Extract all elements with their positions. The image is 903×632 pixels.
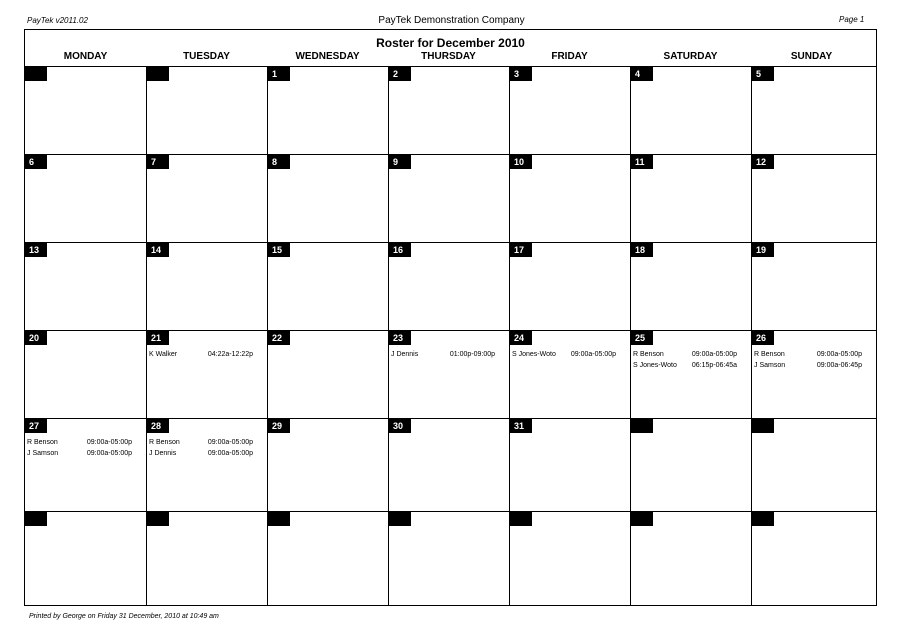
calendar-day-cell	[388, 418, 509, 511]
shift-time: 09:00a-05:00p	[816, 351, 862, 358]
day-number-badge: 19	[752, 243, 774, 257]
shift-entry	[149, 437, 253, 448]
roster-title: Roster for December 2010	[376, 36, 525, 50]
shift-time: 09:00a-05:00p	[86, 439, 132, 446]
calendar-day-cell	[630, 511, 751, 605]
weekday-header: FRIDAY	[551, 51, 588, 62]
calendar-day-cell	[267, 511, 388, 605]
company-name: PayTek Demonstration Company	[378, 15, 525, 26]
shift-list	[754, 349, 862, 371]
employee-name: J Samson	[754, 362, 786, 369]
printed-by-footer: Printed by George on Friday 31 December, 2010 at 10:49 am	[29, 613, 219, 620]
calendar-day-cell	[146, 418, 267, 511]
day-number-badge: 30	[389, 419, 411, 433]
calendar-day-cell	[146, 66, 267, 154]
calendar-day-cell	[267, 330, 388, 418]
calendar-day-cell	[388, 66, 509, 154]
employee-name: J Samson	[27, 450, 59, 457]
day-number-badge: 27	[25, 419, 47, 433]
weekday-header: SUNDAY	[790, 51, 833, 62]
calendar-day-cell	[388, 511, 509, 605]
shift-list	[512, 349, 616, 360]
calendar-day-cell	[146, 154, 267, 242]
day-number-badge	[147, 67, 169, 81]
calendar-day-cell	[509, 418, 630, 511]
calendar-day-cell	[630, 66, 751, 154]
day-number-badge: 6	[25, 155, 47, 169]
calendar-day-cell	[751, 242, 876, 330]
employee-name: K Walker	[149, 351, 178, 358]
day-number-badge: 3	[510, 67, 532, 81]
roster-frame	[24, 29, 877, 606]
day-number-badge	[510, 512, 532, 526]
calendar-day-cell	[388, 242, 509, 330]
calendar-day-cell	[146, 242, 267, 330]
version-label: PayTek v2011.02	[27, 16, 88, 25]
shift-entry	[633, 360, 737, 371]
calendar-day-cell	[751, 418, 876, 511]
day-number-badge: 25	[631, 331, 653, 345]
day-number-badge: 14	[147, 243, 169, 257]
weekday-header: SATURDAY	[663, 51, 718, 62]
employee-name: S Jones-Woto	[512, 351, 556, 358]
shift-entry	[149, 448, 253, 459]
calendar-day-cell	[25, 330, 146, 418]
day-number-badge	[389, 512, 411, 526]
calendar-day-cell	[267, 154, 388, 242]
shift-entry	[754, 360, 862, 371]
shift-list	[149, 349, 253, 360]
day-number-badge: 16	[389, 243, 411, 257]
day-number-badge	[25, 512, 47, 526]
shift-entry	[633, 349, 737, 360]
shift-time: 09:00a-05:00p	[691, 351, 737, 358]
day-number-badge	[631, 419, 653, 433]
day-number-badge: 24	[510, 331, 532, 345]
day-number-badge	[752, 419, 774, 433]
weekday-header: WEDNESDAY	[295, 51, 360, 62]
calendar-day-cell	[630, 154, 751, 242]
calendar-day-cell	[25, 66, 146, 154]
calendar-day-cell	[146, 511, 267, 605]
day-number-badge: 31	[510, 419, 532, 433]
employee-name: J Dennis	[149, 450, 177, 457]
calendar-day-cell	[751, 154, 876, 242]
day-number-badge: 12	[752, 155, 774, 169]
calendar-day-cell	[146, 330, 267, 418]
shift-time: 09:00a-05:00p	[207, 450, 253, 457]
shift-entry	[754, 349, 862, 360]
day-number-badge	[631, 512, 653, 526]
employee-name: R Benson	[754, 351, 785, 358]
day-number-badge: 28	[147, 419, 169, 433]
calendar-day-cell	[25, 154, 146, 242]
calendar-day-cell	[751, 66, 876, 154]
calendar-day-cell	[509, 154, 630, 242]
shift-time: 09:00a-05:00p	[207, 439, 253, 446]
day-number-badge: 26	[752, 331, 774, 345]
day-number-badge: 23	[389, 331, 411, 345]
day-number-badge	[25, 67, 47, 81]
shift-time: 09:00a-05:00p	[86, 450, 132, 457]
calendar-day-cell	[267, 242, 388, 330]
shift-time: 04:22a-12:22p	[207, 351, 253, 358]
employee-name: J Dennis	[391, 351, 419, 358]
shift-time: 09:00a-05:00p	[570, 351, 616, 358]
shift-time: 09:00a-06:45p	[816, 362, 862, 369]
shift-entry	[512, 349, 616, 360]
calendar-day-cell	[25, 511, 146, 605]
shift-list	[27, 437, 132, 459]
calendar-day-cell	[751, 511, 876, 605]
day-number-badge: 1	[268, 67, 290, 81]
day-number-badge: 11	[631, 155, 653, 169]
day-number-badge: 13	[25, 243, 47, 257]
shift-entry	[27, 437, 132, 448]
shift-entry	[149, 349, 253, 360]
day-number-badge: 21	[147, 331, 169, 345]
day-number-badge: 20	[25, 331, 47, 345]
calendar-day-cell	[509, 511, 630, 605]
shift-entry	[391, 349, 495, 360]
shift-time: 01:00p-09:00p	[449, 351, 495, 358]
calendar-grid	[25, 66, 876, 605]
calendar-day-cell	[509, 242, 630, 330]
day-number-badge: 7	[147, 155, 169, 169]
day-number-badge	[268, 512, 290, 526]
day-number-badge	[147, 512, 169, 526]
day-number-badge: 8	[268, 155, 290, 169]
calendar-day-cell	[751, 330, 876, 418]
calendar-day-cell	[25, 242, 146, 330]
day-number-badge: 9	[389, 155, 411, 169]
calendar-day-cell	[630, 242, 751, 330]
calendar-day-cell	[509, 66, 630, 154]
calendar-day-cell	[630, 330, 751, 418]
calendar-day-cell	[267, 418, 388, 511]
weekday-header: TUESDAY	[183, 51, 230, 62]
calendar-day-cell	[388, 330, 509, 418]
day-number-badge: 18	[631, 243, 653, 257]
shift-entry	[27, 448, 132, 459]
employee-name: R Benson	[633, 351, 664, 358]
calendar-day-cell	[630, 418, 751, 511]
calendar-day-cell	[267, 66, 388, 154]
day-number-badge: 10	[510, 155, 532, 169]
day-number-badge: 29	[268, 419, 290, 433]
employee-name: S Jones-Woto	[633, 362, 677, 369]
calendar-day-cell	[25, 418, 146, 511]
page-number: Page 1	[839, 15, 865, 24]
day-number-badge: 17	[510, 243, 532, 257]
employee-name: R Benson	[149, 439, 180, 446]
day-number-badge: 4	[631, 67, 653, 81]
calendar-day-cell	[509, 330, 630, 418]
day-number-badge: 22	[268, 331, 290, 345]
day-number-badge: 15	[268, 243, 290, 257]
weekday-header: MONDAY	[63, 51, 108, 62]
day-number-badge: 2	[389, 67, 411, 81]
employee-name: R Benson	[27, 439, 58, 446]
shift-list	[149, 437, 253, 459]
shift-list	[633, 349, 737, 371]
day-number-badge	[752, 512, 774, 526]
shift-time: 06:15p-06:45a	[691, 362, 737, 369]
calendar-day-cell	[388, 154, 509, 242]
shift-list	[391, 349, 495, 360]
day-number-badge: 5	[752, 67, 774, 81]
weekday-header: THURSDAY	[421, 51, 476, 62]
